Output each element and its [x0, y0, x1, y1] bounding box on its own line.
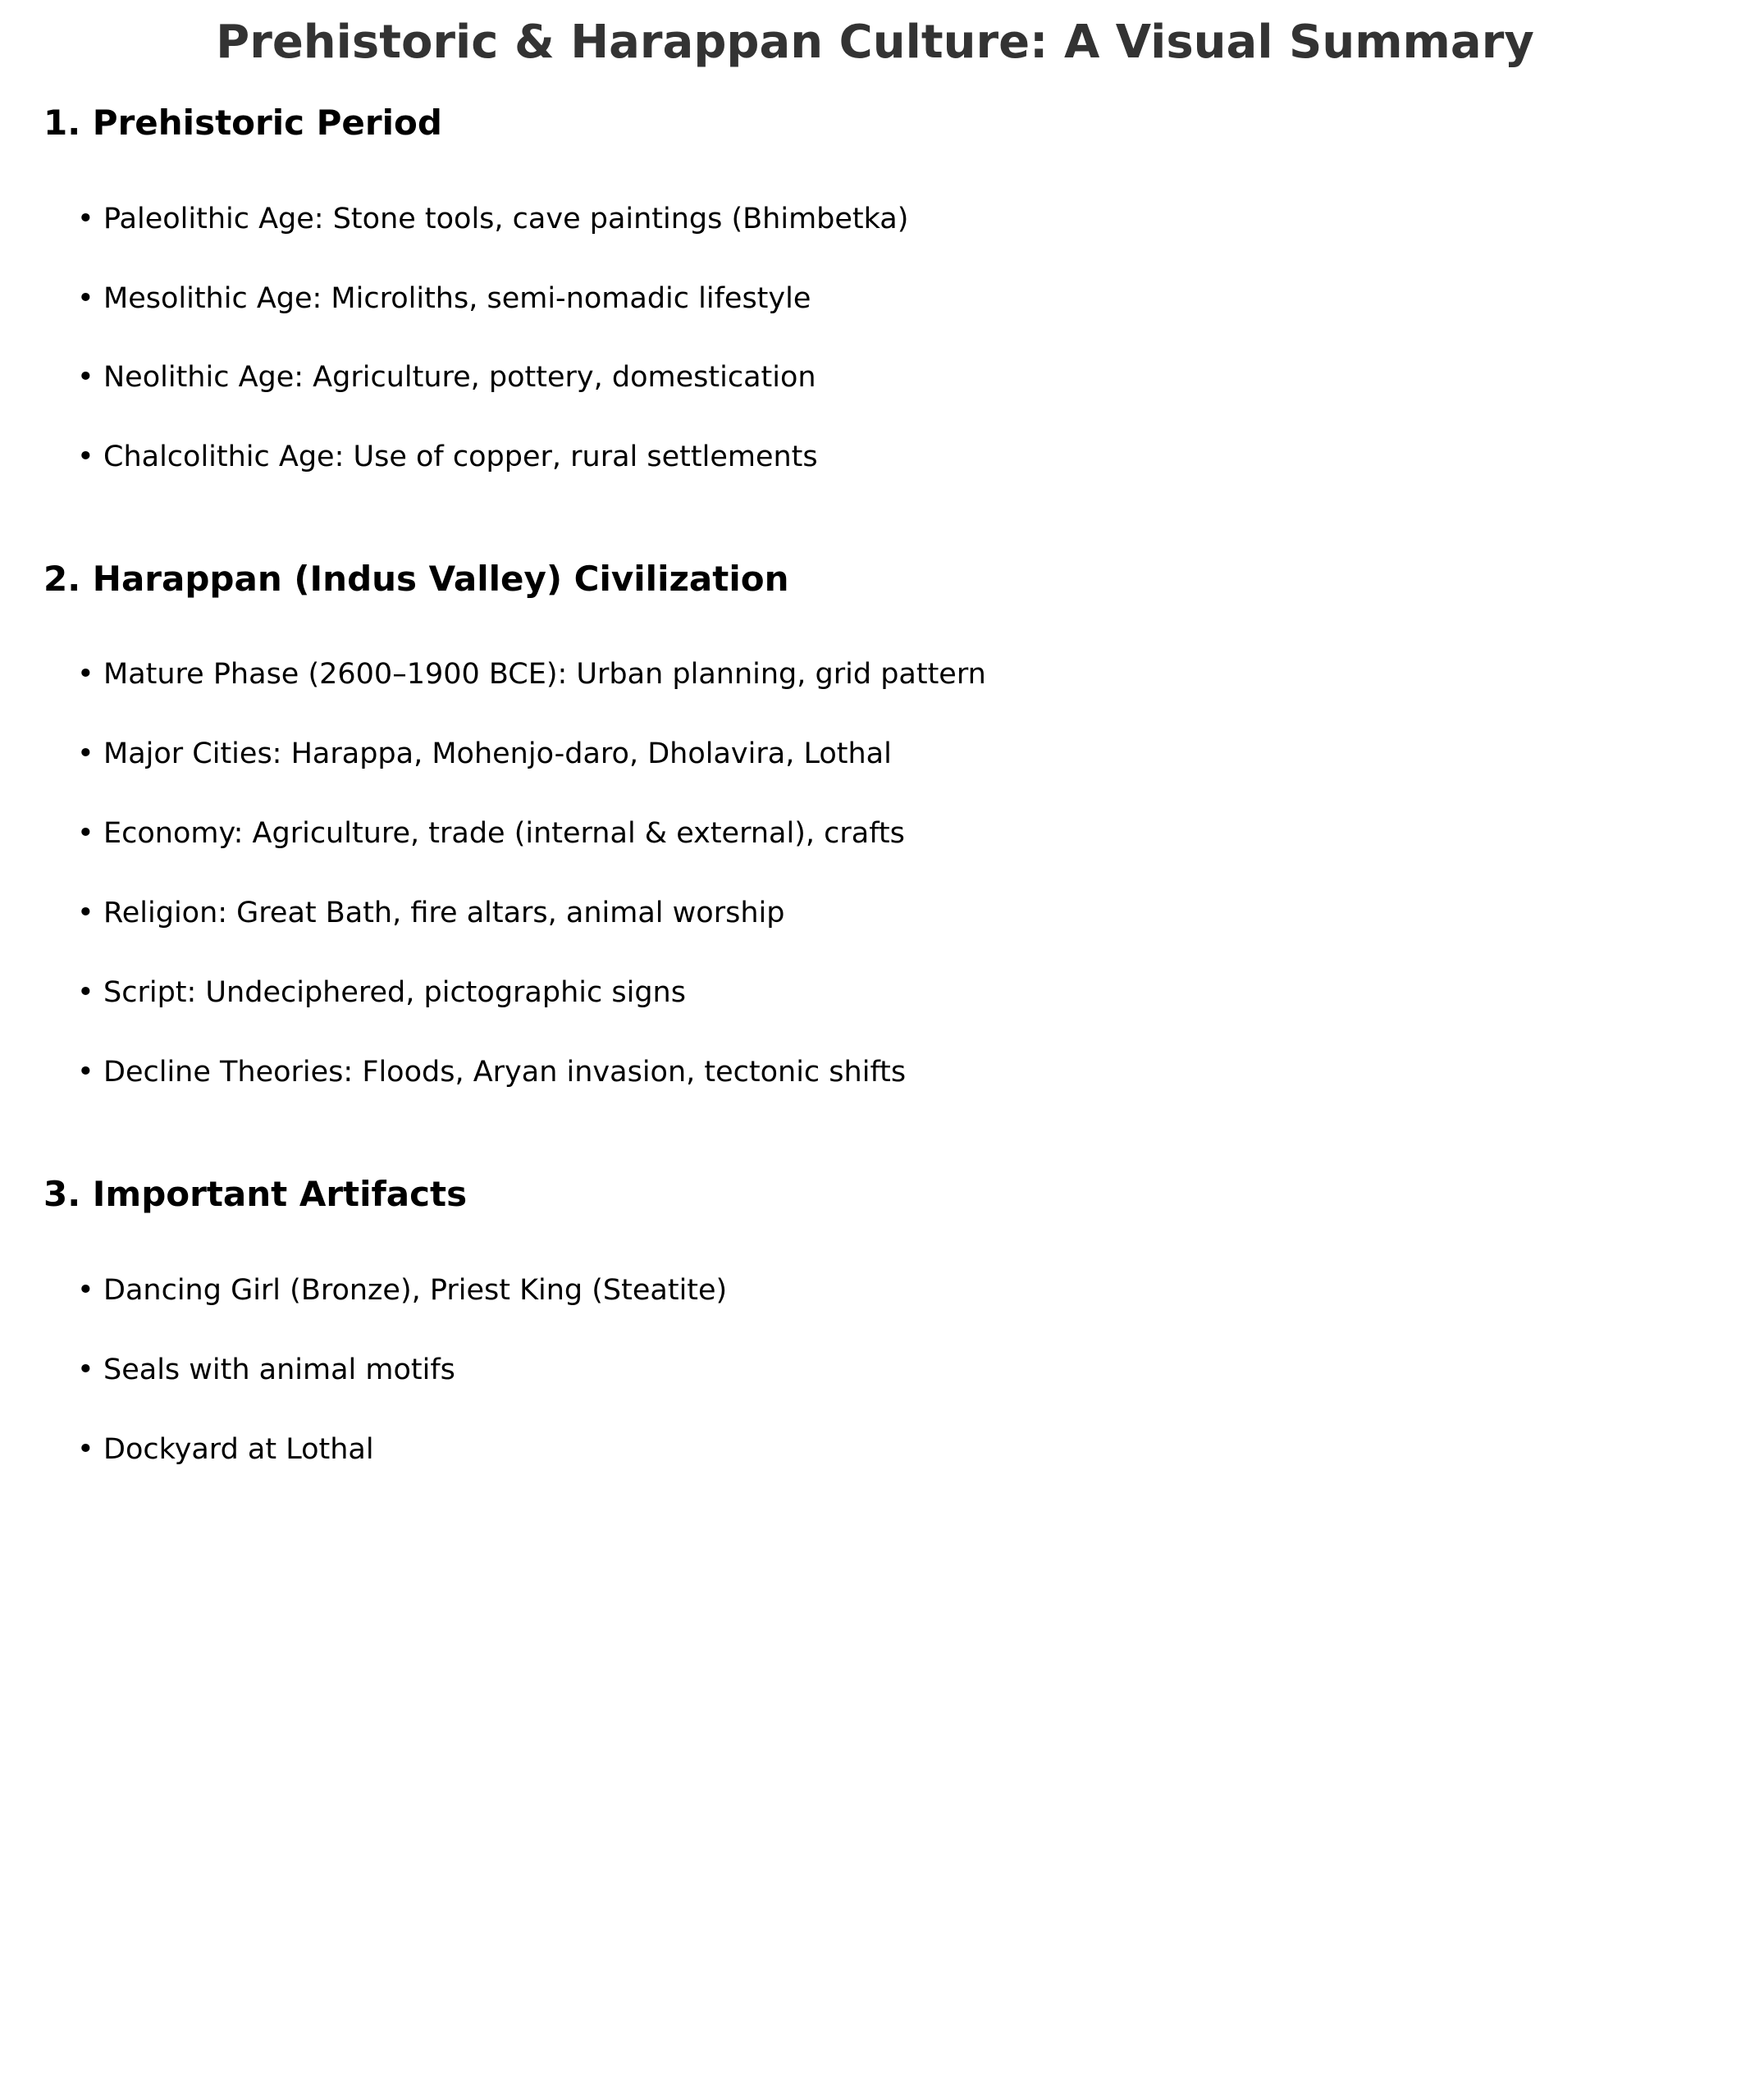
list-item: [77, 1271, 727, 1310]
bullet-icon: •: [77, 976, 94, 1009]
list-item-text: Religion: Great Bath, fire altars, animal worship: [103, 897, 785, 929]
list-item-text: Script: Undeciphered, pictographic signs: [103, 976, 686, 1009]
section-heading-harappan: 2. Harappan (Indus Valley) Civilization: [43, 559, 789, 599]
bullet-icon: •: [77, 361, 94, 394]
bullet-icon: •: [77, 1354, 94, 1386]
list-item: [77, 814, 905, 853]
list-item: [77, 734, 892, 774]
section-heading-artifacts: 3. Important Artifacts: [43, 1174, 468, 1214]
list-item: [77, 655, 986, 694]
bullet-icon: •: [77, 203, 94, 235]
list-item-text: Neolithic Age: Agriculture, pottery, domestication: [103, 361, 816, 394]
bullet-icon: •: [77, 1274, 94, 1307]
list-item-text: Mature Phase (2600–1900 BCE): Urban planning, grid pattern: [103, 658, 986, 691]
bullet-icon: •: [77, 817, 94, 850]
list-item-text: Decline Theories: Floods, Aryan invasion, tectonic shifts: [103, 1056, 907, 1089]
list-item: [77, 1052, 906, 1092]
list-item: [77, 1430, 374, 1469]
list-item-text: Paleolithic Age: Stone tools, cave paintings (Bhimbetka): [103, 203, 909, 235]
bullet-icon: •: [77, 1433, 94, 1466]
list-item: [77, 1350, 455, 1390]
bullet-icon: •: [77, 1056, 94, 1089]
list-item-text: Major Cities: Harappa, Mohenjo-daro, Dholavira, Lothal: [103, 737, 892, 770]
list-item-text: Economy: Agriculture, trade (internal & external), crafts: [103, 817, 905, 850]
list-item-text: Dockyard at Lothal: [103, 1433, 374, 1466]
list-item: [77, 199, 908, 239]
list-item: [77, 358, 816, 397]
bullet-icon: •: [77, 282, 94, 315]
section-heading-prehistoric: 1. Prehistoric Period: [43, 103, 442, 143]
bullet-icon: •: [77, 441, 94, 473]
list-item: [77, 893, 784, 933]
list-item-text: Dancing Girl (Bronze), Priest King (Steatite): [103, 1274, 728, 1307]
bullet-icon: •: [77, 897, 94, 929]
list-item-text: Seals with animal motifs: [103, 1354, 455, 1386]
list-item: [77, 973, 686, 1012]
list-item-text: Mesolithic Age: Microliths, semi-nomadic lifestyle: [103, 282, 811, 315]
list-item: [77, 437, 818, 477]
page-title: Prehistoric & Harappan Culture: A Visual Summary: [216, 16, 1534, 69]
bullet-icon: •: [77, 737, 94, 770]
list-item: [77, 279, 811, 318]
list-item-text: Chalcolithic Age: Use of copper, rural settlements: [103, 441, 818, 473]
bullet-icon: •: [77, 658, 94, 691]
